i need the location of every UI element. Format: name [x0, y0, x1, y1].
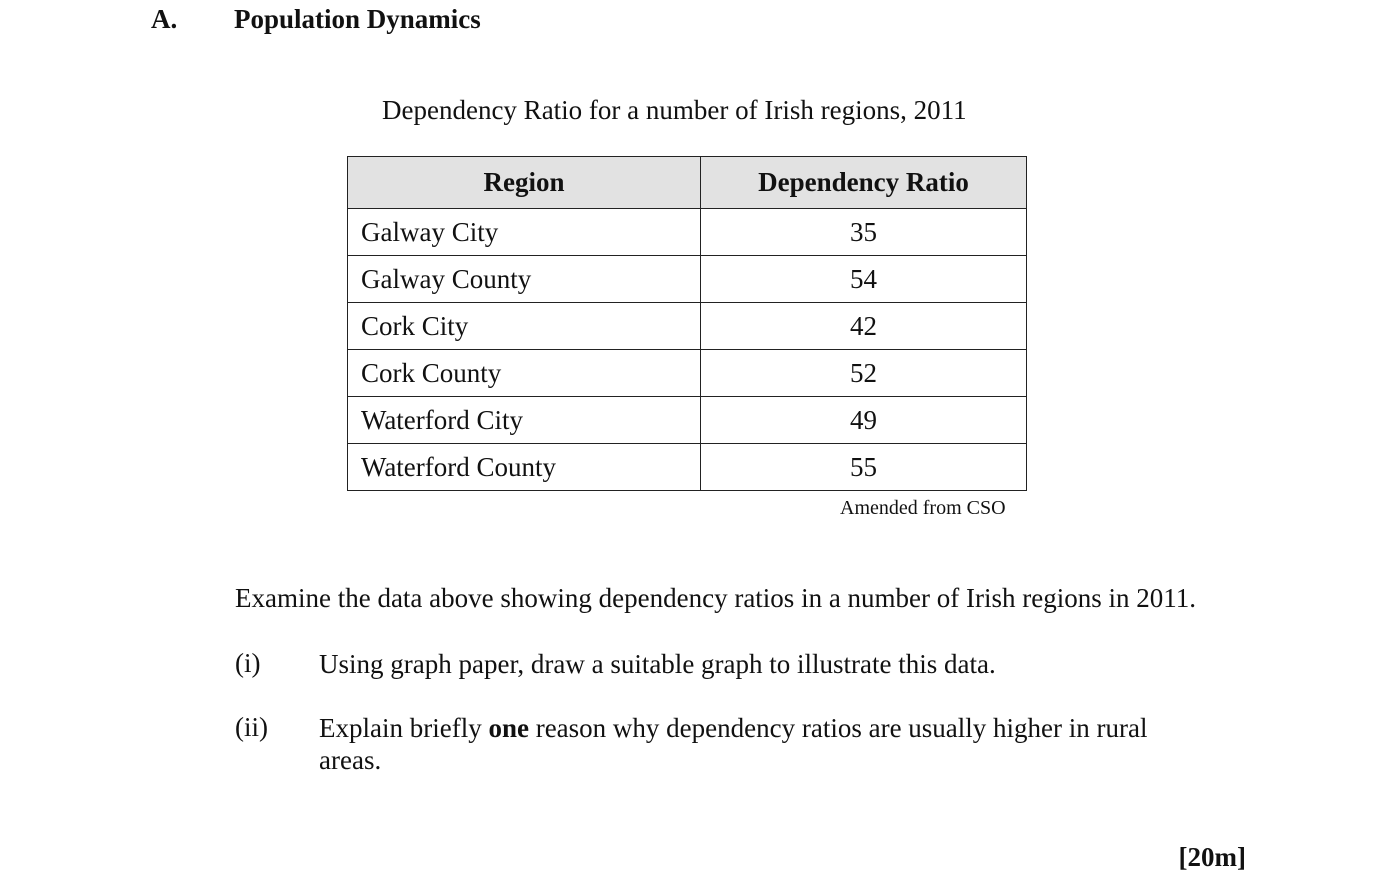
table-row — [348, 256, 1027, 303]
question-part-text: Using graph paper, draw a suitable graph to illustrate this data. — [319, 649, 996, 679]
ratio-cell: 42 — [701, 303, 1027, 350]
region-cell: Waterford County — [348, 444, 701, 491]
question-part-label: (i) — [235, 648, 261, 678]
question-text-segment: reason why dependency ratios are usually higher in rural areas. — [319, 713, 1148, 775]
ratio-cell: 35 — [701, 209, 1027, 256]
marks-label: [20m] — [1178, 842, 1246, 872]
dependency-ratio-table — [347, 156, 1027, 491]
section-letter: A. — [151, 4, 178, 34]
question-text-segment: Explain briefly — [319, 713, 489, 743]
table-row — [348, 444, 1027, 491]
source-note: Amended from CSO — [840, 497, 1006, 519]
table-row — [348, 350, 1027, 397]
table-caption: Dependency Ratio for a number of Irish regions, 2011 — [382, 95, 967, 125]
region-cell: Galway City — [348, 209, 701, 256]
ratio-cell: 54 — [701, 256, 1027, 303]
ratio-cell: 49 — [701, 397, 1027, 444]
table-row — [348, 397, 1027, 444]
table-row — [348, 209, 1027, 256]
question-part-label: (ii) — [235, 712, 268, 742]
ratio-cell: 52 — [701, 350, 1027, 397]
question-intro: Examine the data above showing dependency ratios in a number of Irish regions in 2011. — [235, 583, 1196, 613]
table-header-row — [348, 157, 1027, 209]
region-cell: Waterford City — [348, 397, 701, 444]
ratio-cell: 55 — [701, 444, 1027, 491]
region-cell: Cork City — [348, 303, 701, 350]
question-part-text — [319, 712, 1199, 776]
column-header-dependency-ratio: Dependency Ratio — [701, 157, 1027, 209]
column-header-region: Region — [348, 157, 701, 209]
emphasis-word: one — [488, 713, 529, 743]
region-cell: Cork County — [348, 350, 701, 397]
section-title: Population Dynamics — [234, 4, 481, 34]
region-cell: Galway County — [348, 256, 701, 303]
table-row — [348, 303, 1027, 350]
